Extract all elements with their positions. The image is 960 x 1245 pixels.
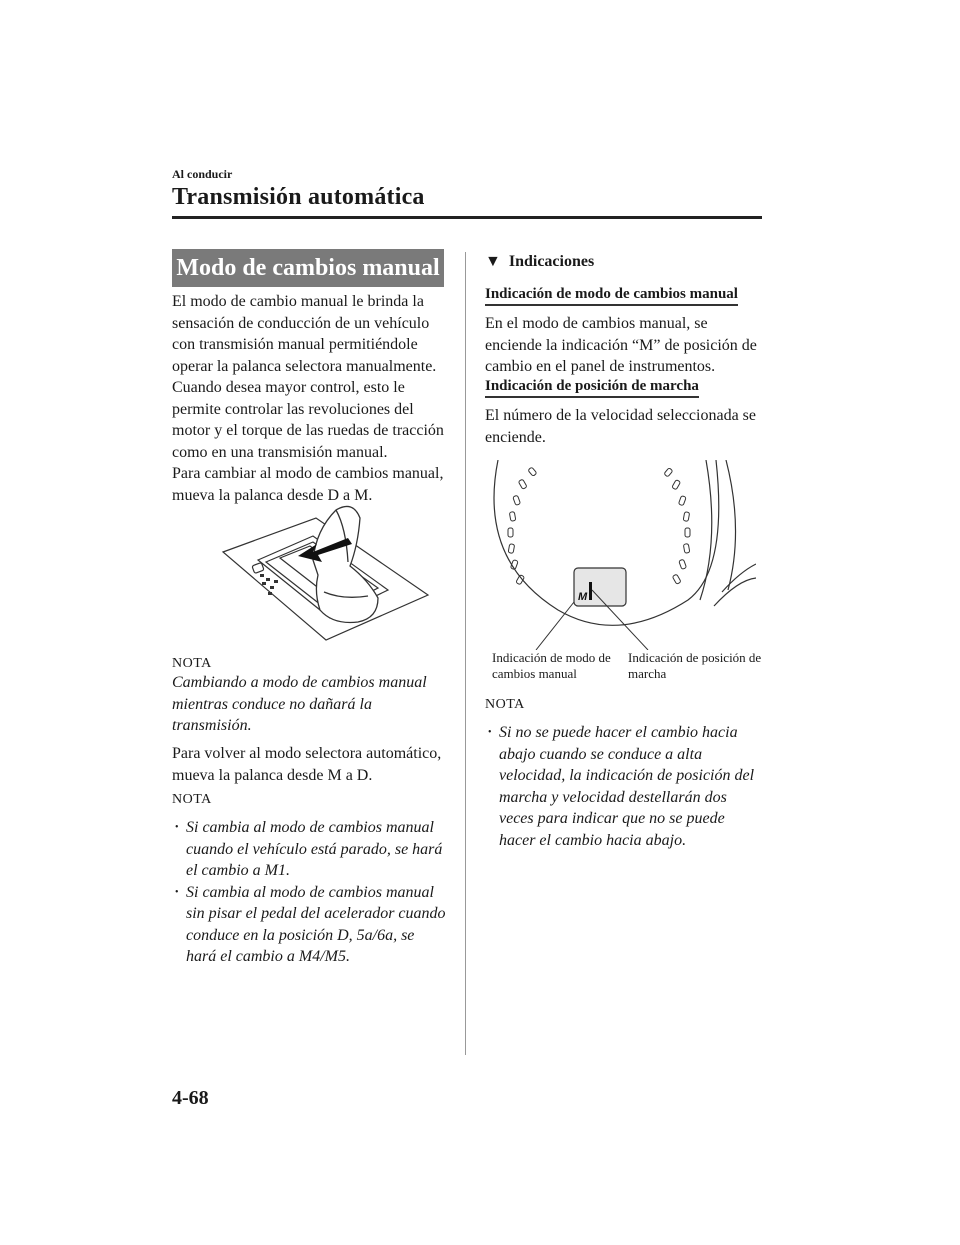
manual-mode-letter: M [578,591,588,603]
nota1-text: Cambiando a modo de cambios manual mientras conduce no dañará la transmisión. [172,674,427,734]
column-divider [465,252,466,1055]
instrument-cluster-illustration [488,460,756,650]
manual-mode-text: En el modo de cambios manual, se enciende la indicación “M” de posición de cambio en el panel de instrumentos. [485,315,757,375]
intro-text [172,291,448,506]
nota1 [172,656,448,737]
indications-heading [485,253,765,271]
nota2 [172,792,448,968]
intro-paragraph: El modo de cambio manual le brinda la sensación de conducción de un vehículo con transmisión manual permitiéndole operar la palanca selectora manualmente. Cuando desea mayor control, esto le permite controlar las revoluciones del motor y el torque de las ruedas de tracción como en una transmisión manual. [172,293,444,461]
nota2-label: NOTA [172,792,212,807]
nota1-label: NOTA [172,656,212,671]
nota3-label: NOTA [485,697,525,712]
nota2-bullet: • Si cambia al modo de cambios manual cuando el vehículo está parado, se hará el cambio a M1. [172,817,448,882]
return-instruction: Para volver al modo selectora automático, mueva la palanca desde M a D. [172,745,442,784]
header-rule [172,216,762,219]
manual-mode-indication [485,285,765,378]
caption-gear-position: Indicación de posición de marcha [628,650,762,681]
subhead-manual-mode: Indicación de modo de cambios manual [485,286,738,306]
section-banner: Modo de cambios manual [172,249,444,287]
nota2-bullet: • Si cambia al modo de cambios manual sin pisar el pedal del acelerador cuando conduce en la posición D, 5a/6a, se hará el cambio a M4/M5. [172,882,448,968]
shift-instruction: Para cambiar al modo de cambios manual, mueva la palanca desde D a M. [172,465,444,504]
return-instruction-block [172,743,448,786]
page-number: 4-68 [172,1087,209,1109]
subhead-gear-position: Indicación de posición de marcha [485,378,699,398]
gear-position-indication [485,377,765,448]
chapter-title: Transmisión automática [172,184,425,210]
gear-position-text: El número de la velocidad seleccionada se enciende. [485,407,756,446]
shift-lever-illustration [218,500,448,645]
nota3-bullet: • Si no se puede hacer el cambio hacia abajo cuando se conduce a alta velocidad, la indicación de posición del marcha y velocidad destellarán dos veces para indicar que no se puede hacer el cambio hacia abajo. [485,722,765,851]
heading-text: Indicaciones [508,253,595,270]
triangle-icon: ▼ [485,253,501,270]
caption-manual-mode: Indicación de modo de cambios manual [492,650,611,681]
nota3 [485,697,765,851]
section-label: Al conducir [172,167,233,181]
